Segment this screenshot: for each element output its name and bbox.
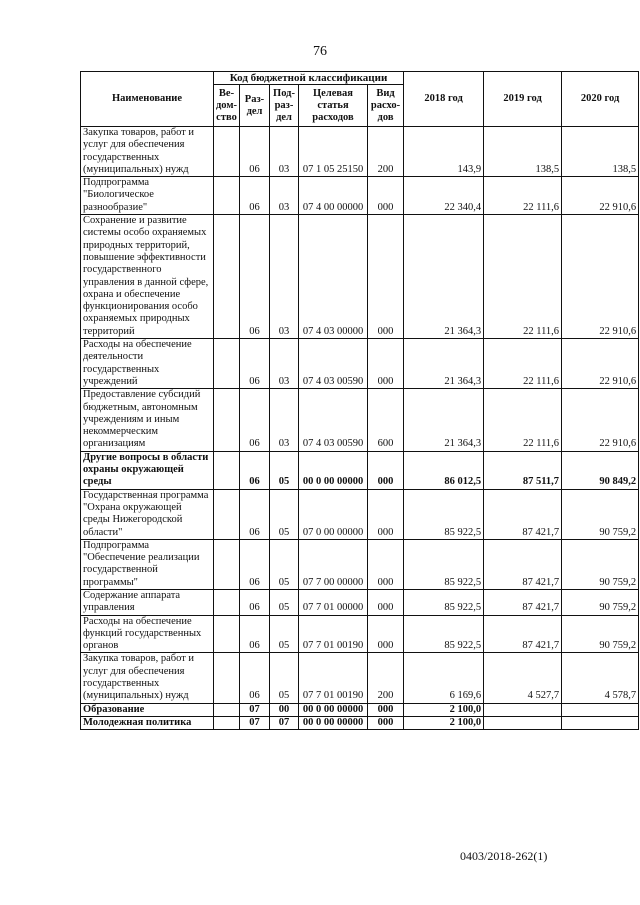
table-row [81, 589, 639, 615]
row-2019: 4 527,7 [484, 653, 562, 703]
row-name: Образование [81, 703, 214, 716]
table-row [81, 489, 639, 539]
row-2020: 90 759,2 [562, 589, 639, 615]
row-podrazdel: 03 [270, 339, 299, 389]
row-podrazdel: 07 [270, 716, 299, 729]
row-name: Закупка товаров, работ и услуг для обеспечения государственных (муниципальных) нужд [81, 127, 214, 177]
row-target-article: 00 0 00 00000 [299, 703, 368, 716]
row-razdel: 07 [240, 716, 270, 729]
row-razdel: 06 [240, 615, 270, 653]
row-2019 [484, 703, 562, 716]
row-podrazdel: 05 [270, 653, 299, 703]
row-vedomstvo [214, 451, 240, 489]
row-expense-type: 000 [368, 339, 404, 389]
row-name: Подпрограмма "Биологическое разнообразие" [81, 177, 214, 215]
row-razdel: 06 [240, 215, 270, 339]
row-podrazdel: 05 [270, 615, 299, 653]
row-expense-type: 200 [368, 653, 404, 703]
row-2018: 21 364,3 [404, 339, 484, 389]
row-2020: 22 910,6 [562, 177, 639, 215]
row-razdel: 06 [240, 389, 270, 451]
row-target-article: 07 4 03 00590 [299, 389, 368, 451]
row-name: Предоставление субсидий бюджетным, автономным учреждениям и иным некоммерческим организациям [81, 389, 214, 451]
row-2019: 22 111,6 [484, 339, 562, 389]
row-name: Другие вопросы в области охраны окружающей среды [81, 451, 214, 489]
row-vedomstvo [214, 177, 240, 215]
table-row [81, 177, 639, 215]
row-vedomstvo [214, 615, 240, 653]
header-vid: Вид расхо-дов [368, 85, 404, 127]
row-expense-type: 000 [368, 451, 404, 489]
row-vedomstvo [214, 339, 240, 389]
row-2019: 87 421,7 [484, 615, 562, 653]
row-podrazdel: 03 [270, 127, 299, 177]
row-2020: 138,5 [562, 127, 639, 177]
row-expense-type: 000 [368, 716, 404, 729]
row-2020: 22 910,6 [562, 339, 639, 389]
header-celevaya: Целевая статья расходов [299, 85, 368, 127]
row-razdel: 06 [240, 589, 270, 615]
row-2020: 90 759,2 [562, 615, 639, 653]
row-expense-type: 000 [368, 489, 404, 539]
row-target-article: 07 4 00 00000 [299, 177, 368, 215]
row-expense-type: 000 [368, 589, 404, 615]
row-name: Содержание аппарата управления [81, 589, 214, 615]
row-target-article: 07 7 00 00000 [299, 539, 368, 589]
table-row [81, 339, 639, 389]
row-2019: 87 421,7 [484, 589, 562, 615]
row-podrazdel: 00 [270, 703, 299, 716]
row-podrazdel: 05 [270, 489, 299, 539]
row-2020: 90 849,2 [562, 451, 639, 489]
row-razdel: 06 [240, 127, 270, 177]
row-name: Расходы на обеспечение деятельности государственных учреждений [81, 339, 214, 389]
row-2019: 87 421,7 [484, 539, 562, 589]
row-expense-type: 000 [368, 177, 404, 215]
row-name: Подпрограмма "Обеспечение реализации государственной программы" [81, 539, 214, 589]
row-2019 [484, 716, 562, 729]
row-target-article: 00 0 00 00000 [299, 716, 368, 729]
table-row [81, 389, 639, 451]
row-expense-type: 200 [368, 127, 404, 177]
table-row [81, 615, 639, 653]
row-podrazdel: 05 [270, 589, 299, 615]
row-2019: 22 111,6 [484, 215, 562, 339]
row-2020: 90 759,2 [562, 539, 639, 589]
document-code: 0403/2018-262(1) [460, 849, 548, 863]
row-vedomstvo [214, 127, 240, 177]
row-vedomstvo [214, 539, 240, 589]
row-target-article: 07 7 01 00000 [299, 589, 368, 615]
row-vedomstvo [214, 389, 240, 451]
row-2018: 6 169,6 [404, 653, 484, 703]
row-2018: 85 922,5 [404, 589, 484, 615]
header-razdel: Раз-дел [240, 85, 270, 127]
header-podrazdel: Под-раз-дел [270, 85, 299, 127]
row-2018: 2 100,0 [404, 716, 484, 729]
budget-table [80, 71, 639, 730]
row-podrazdel: 03 [270, 177, 299, 215]
row-target-article: 07 4 03 00000 [299, 215, 368, 339]
row-2018: 2 100,0 [404, 703, 484, 716]
row-razdel: 06 [240, 653, 270, 703]
row-expense-type: 000 [368, 703, 404, 716]
row-name: Государственная программа "Охрана окружающей среды Нижегородской области" [81, 489, 214, 539]
header-2020: 2020 год [562, 72, 639, 127]
row-2018: 85 922,5 [404, 615, 484, 653]
row-name: Сохранение и развитие системы особо охраняемых природных территорий, повышение эффективности государственного управления в данной сфере, охрана и обеспечение функционирования особо охраняемых природных территорий [81, 215, 214, 339]
row-expense-type: 000 [368, 615, 404, 653]
row-2018: 21 364,3 [404, 389, 484, 451]
row-2020: 90 759,2 [562, 489, 639, 539]
row-2019: 138,5 [484, 127, 562, 177]
row-2018: 85 922,5 [404, 539, 484, 589]
row-expense-type: 600 [368, 389, 404, 451]
row-2020: 4 578,7 [562, 653, 639, 703]
table-row [81, 127, 639, 177]
table-row [81, 703, 639, 716]
row-razdel: 06 [240, 539, 270, 589]
header-kbk: Код бюджетной классификации [214, 72, 404, 85]
row-razdel: 06 [240, 451, 270, 489]
row-2018: 143,9 [404, 127, 484, 177]
row-target-article: 07 0 00 00000 [299, 489, 368, 539]
row-target-article: 07 7 01 00190 [299, 615, 368, 653]
header-2019: 2019 год [484, 72, 562, 127]
table-row [81, 653, 639, 703]
row-razdel: 07 [240, 703, 270, 716]
row-expense-type: 000 [368, 539, 404, 589]
row-name: Закупка товаров, работ и услуг для обеспечения государственных (муниципальных) нужд [81, 653, 214, 703]
row-2018: 86 012,5 [404, 451, 484, 489]
row-2019: 22 111,6 [484, 177, 562, 215]
row-vedomstvo [214, 653, 240, 703]
row-vedomstvo [214, 716, 240, 729]
row-target-article: 00 0 00 00000 [299, 451, 368, 489]
page-number: 76 [313, 44, 327, 59]
row-podrazdel: 03 [270, 389, 299, 451]
row-target-article: 07 1 05 25150 [299, 127, 368, 177]
row-vedomstvo [214, 589, 240, 615]
row-2020 [562, 716, 639, 729]
row-name: Молодежная политика [81, 716, 214, 729]
row-vedomstvo [214, 215, 240, 339]
row-target-article: 07 7 01 00190 [299, 653, 368, 703]
row-podrazdel: 05 [270, 451, 299, 489]
row-razdel: 06 [240, 339, 270, 389]
table-row [81, 215, 639, 339]
header-vedomstvo: Ве-дом-ство [214, 85, 240, 127]
row-2019: 87 511,7 [484, 451, 562, 489]
row-vedomstvo [214, 703, 240, 716]
row-2020: 22 910,6 [562, 215, 639, 339]
row-2018: 85 922,5 [404, 489, 484, 539]
row-podrazdel: 05 [270, 539, 299, 589]
row-razdel: 06 [240, 489, 270, 539]
header-2018: 2018 год [404, 72, 484, 127]
row-razdel: 06 [240, 177, 270, 215]
row-expense-type: 000 [368, 215, 404, 339]
row-target-article: 07 4 03 00590 [299, 339, 368, 389]
table-row [81, 451, 639, 489]
table-row [81, 539, 639, 589]
row-vedomstvo [214, 489, 240, 539]
row-name: Расходы на обеспечение функций государственных органов [81, 615, 214, 653]
table-row [81, 716, 639, 729]
row-2019: 87 421,7 [484, 489, 562, 539]
header-name: Наименование [81, 72, 214, 127]
row-podrazdel: 03 [270, 215, 299, 339]
row-2018: 21 364,3 [404, 215, 484, 339]
row-2019: 22 111,6 [484, 389, 562, 451]
row-2020: 22 910,6 [562, 389, 639, 451]
row-2020 [562, 703, 639, 716]
row-2018: 22 340,4 [404, 177, 484, 215]
